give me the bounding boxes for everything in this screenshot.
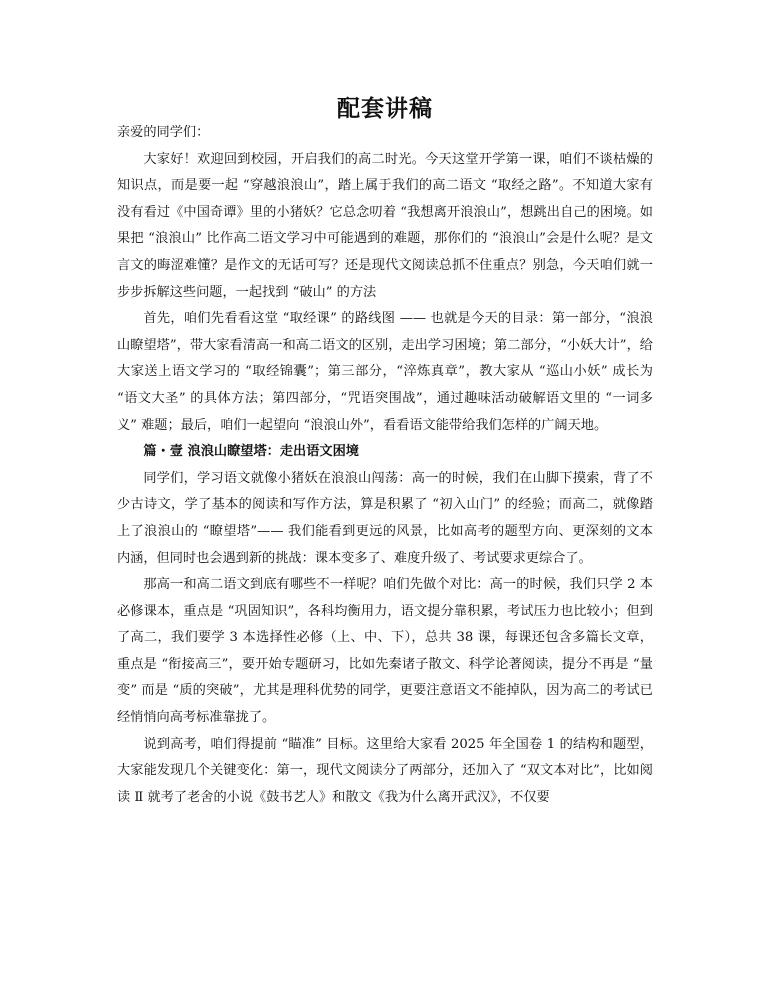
document-body <box>117 120 653 811</box>
paragraph-intro: 大家好！欢迎回到校园，开启我们的高二时光。今天这堂开学第一课，咱们不谈枯燥的知识点，而是要一起 “穿越浪浪山”，踏上属于我们的高二语文 “取经之路”。不知道大家有没有看过《中国奇谭》里的小猪妖？它总念叨着 “我想离开浪浪山”，想跳出自己的困境。如果把 “浪浪山” 比作高二语文学习中可能遇到的难题，那你们的 “浪浪山”会是什么呢？是文言文的晦涩难懂？是作文的无话可写？还是现代文阅读总抓不住重点？别急，今天咱们就一步步拆解这些问题，一起找到 “破山” 的方法 <box>117 151 653 300</box>
page-title: 配套讲稿 <box>337 95 433 122</box>
section-heading: 篇・壹 浪浪山瞭望塔：走出语文困境 <box>143 444 359 460</box>
greeting: 亲爱的同学们： <box>117 125 210 140</box>
paragraph-section-1: 同学们，学习语文就像小猪妖在浪浪山闯荡：高一的时候，我们在山脚下摸索，背了不少古诗文，学了基本的阅读和写作方法，算是积累了 “初入山门” 的经验；而高二，就像踏上了浪浪山的 “瞭望塔”—— 我们能看到更远的风景，比如高考的题型方向、更深刻的文本内涵，但同时也会遇到新的挑战：课本变多了、难度升级了、考试要求更综合了。 <box>117 470 653 566</box>
paragraph-exam: 说到高考，咱们得提前 “瞄准” 目标。这里给大家看 2025 年全国卷 1 的结构和题型，大家能发现几个关键变化：第一，现代文阅读分了两部分，还加入了 “双文本对比”，比如阅读 Ⅱ 就考了老舍的小说《鼓书艺人》和散文《我为什么离开武汉》，不仅要 <box>117 736 653 805</box>
paragraph-comparison: 那高一和高二语文到底有哪些不一样呢？咱们先做个对比：高一的时候，我们只学 2 本必修课本，重点是 “巩固知识”，各科均衡用力，语文提分靠积累，考试压力也比较小；但到了高二，我们要学 3 本选择性必修（上、中、下），总共 38 课，每课还包含多篇长文章，重点是 “衔接高三”，要开始专题研习，比如先秦诸子散文、科学论著阅读，提分不再是 “量变” 而是 “质的突破”，尤其是理科优势的同学，更要注意语文不能掉队，因为高二的考试已经悄悄向高考标准靠拢了。 <box>117 577 653 726</box>
paragraph-outline: 首先，咱们先看看这堂 “取经课” 的路线图 —— 也就是今天的目录：第一部分，“浪浪山瞭望塔”，带大家看清高一和高二语文的区别，走出学习困境；第二部分，“小妖大计”，给大家送上语文学习的 “取经锦囊”；第三部分，“淬炼真章”，教大家从 “巡山小妖” 成长为 “语文大圣” 的具体方法；第四部分，“咒语突围战”，通过趣味活动破解语文里的 “一词多义” 难题；最后，咱们一起望向 “浪浪山外”，看看语文能带给我们怎样的广阔天地。 <box>117 311 653 433</box>
